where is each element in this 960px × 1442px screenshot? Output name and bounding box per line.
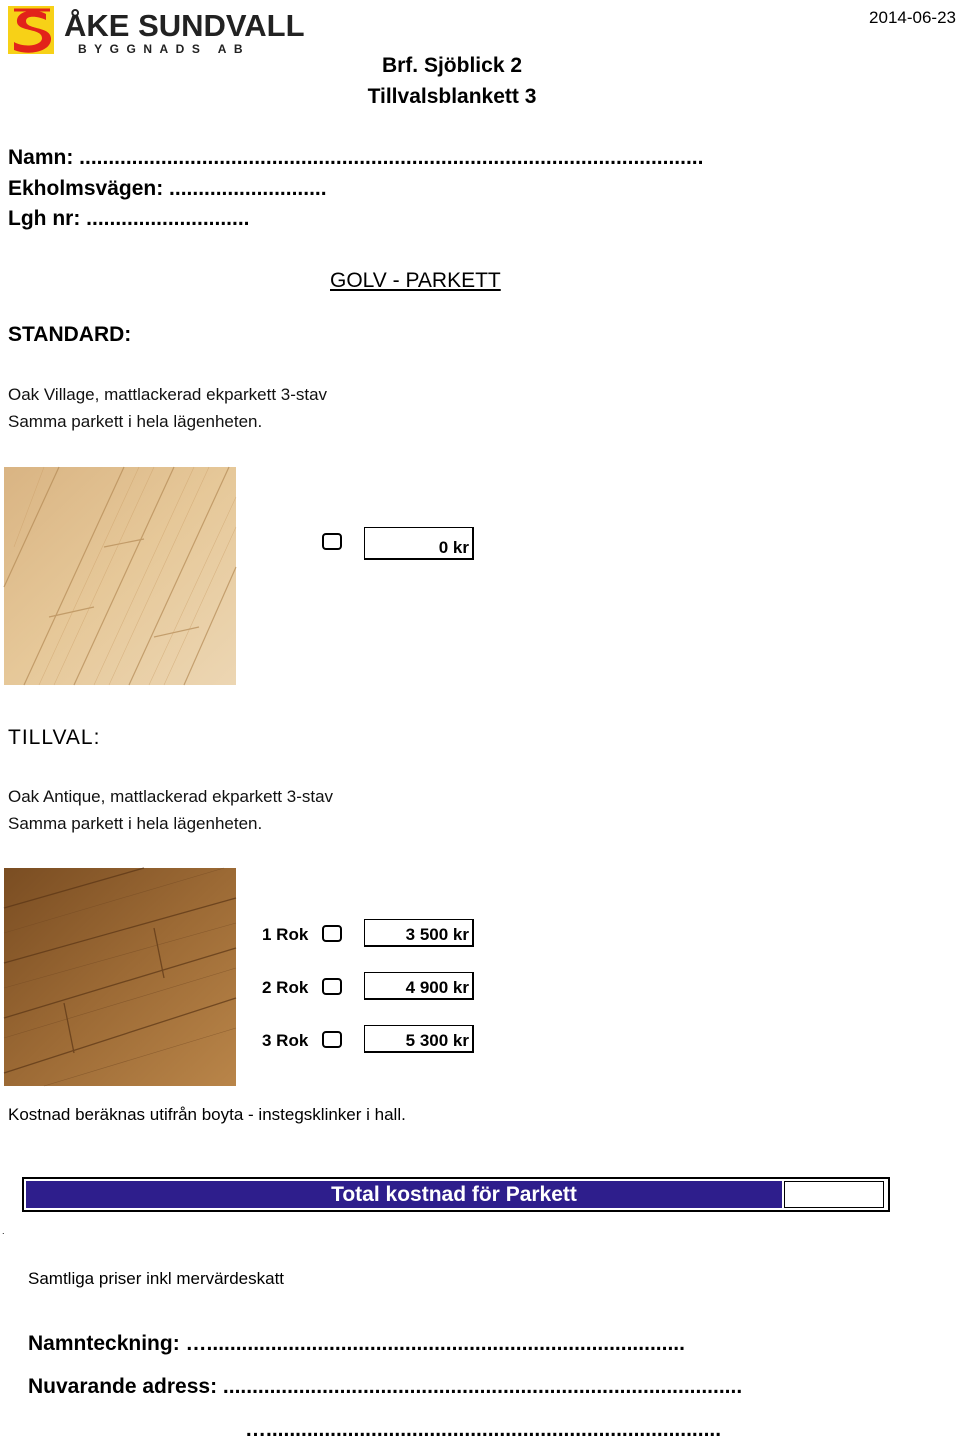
standard-desc-line1: Oak Village, mattlackerad ekparkett 3-stav	[8, 385, 328, 404]
standard-checkbox[interactable]	[322, 533, 342, 550]
standard-price-box: 0 kr	[364, 527, 474, 560]
option-row-label: 3 Rok	[262, 1031, 309, 1050]
cost-note: Kostnad beräknas utifrån boyta - instegsklinker i hall.	[8, 1105, 406, 1124]
option-row-price: 3 500 kr	[364, 919, 474, 947]
total-label-bar	[26, 1181, 782, 1208]
standard-floor-image	[4, 467, 236, 685]
standard-desc-line2: Samma parkett i hela lägenheten.	[8, 412, 263, 431]
street-field[interactable]: Ekholmsvägen: ...........................	[8, 177, 327, 200]
signature-field[interactable]: Namnteckning: …..................................................................................	[28, 1332, 685, 1355]
option-description	[8, 783, 333, 837]
option-desc-line2: Samma parkett i hela lägenheten.	[8, 814, 263, 833]
option-row-label: 1 Rok	[262, 925, 309, 944]
option-row-label: 2 Rok	[262, 978, 309, 997]
logo-subtext: BYGGNADS AB	[78, 42, 251, 56]
standard-heading: STANDARD:	[8, 323, 132, 346]
company-logo	[8, 4, 305, 56]
vat-note: Samtliga priser inkl mervärdeskatt	[28, 1269, 285, 1288]
total-label: Total kostnad för Parkett	[331, 1183, 577, 1206]
logo-text: ÅKE SUNDVALL	[64, 8, 305, 43]
total-amount-field[interactable]	[784, 1181, 884, 1208]
name-field[interactable]: Namn: ...........................................................................................................	[8, 146, 704, 169]
option-desc-line1: Oak Antique, mattlackerad ekparkett 3-stav	[8, 787, 334, 806]
address-field[interactable]: Nuvarande adress: .........................................................................................	[28, 1375, 743, 1398]
option-row-price: 4 900 kr	[364, 972, 474, 1000]
project-title: Brf. Sjöblick 2	[381, 54, 523, 77]
apartment-field[interactable]: Lgh nr: ............................	[8, 207, 250, 230]
form-title: Tillvalsblankett 3	[367, 85, 537, 108]
address-field-line2[interactable]: …..............................................................................	[245, 1418, 722, 1441]
option-heading: TILLVAL:	[8, 726, 101, 749]
option-floor-image	[4, 868, 236, 1086]
section-title: GOLV - PARKETT	[330, 269, 501, 292]
document-date: 2014-06-23	[869, 8, 956, 27]
option-row-checkbox[interactable]	[322, 925, 342, 942]
option-row-price: 5 300 kr	[364, 1025, 474, 1053]
standard-description	[8, 381, 327, 435]
stray-dot: .	[2, 1226, 5, 1236]
total-row	[22, 1177, 890, 1212]
option-row-checkbox[interactable]	[322, 978, 342, 995]
option-row-checkbox[interactable]	[322, 1031, 342, 1048]
